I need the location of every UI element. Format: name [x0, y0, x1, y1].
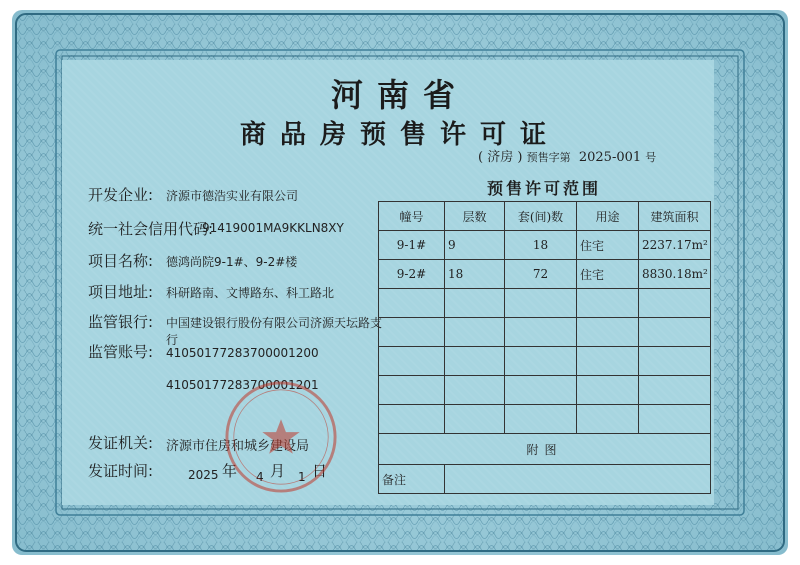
presale-scope-table [378, 201, 711, 494]
permit-word: 预售字第 [526, 151, 571, 164]
remarks-row [379, 465, 711, 494]
cell-area: 8830.18m² [639, 260, 711, 289]
permit-paren-open: ( [478, 150, 484, 165]
issuing-authority-label: 发证机关: [88, 434, 154, 452]
credit-code-label: 统一社会信用代码: [88, 220, 214, 238]
issue-date-year: 2025 [188, 468, 219, 482]
remarks-label: 备注 [379, 465, 445, 494]
permit-number-line [478, 146, 656, 165]
table-row-empty [379, 347, 711, 376]
remarks-value [445, 465, 711, 494]
supervising-bank-label: 监管银行: [88, 313, 154, 331]
issue-date-year-unit: 年 [222, 462, 238, 480]
figure-row [379, 434, 711, 465]
supervising-bank-value-line2: 行 [166, 333, 179, 347]
cell-building: 9-2# [379, 260, 445, 289]
cell-usage: 住宅 [577, 260, 639, 289]
supervised-account-label: 监管账号: [88, 343, 154, 361]
figure-label: 附图 [379, 434, 711, 465]
project-name-label: 项目名称: [88, 252, 154, 270]
table-row-empty [379, 405, 711, 434]
official-seal-stamp [222, 378, 340, 496]
project-name-value: 德鸿尚院9-1#、9-2#楼 [166, 255, 298, 269]
cell-area: 2237.17m² [639, 231, 711, 260]
cell-units: 18 [505, 231, 577, 260]
developer-label: 开发企业: [88, 186, 154, 204]
cell-usage: 住宅 [577, 231, 639, 260]
project-address-label: 项目地址: [88, 283, 154, 301]
issue-date-month-unit: 月 [270, 462, 286, 480]
supervised-account-2: 41050177283700001201 [166, 378, 319, 392]
certificate-title: 商品房预售许可证 [239, 120, 560, 150]
table-row [379, 260, 711, 289]
credit-code-value: 91419001MA9KKLN8XY [202, 221, 344, 235]
issue-date-month: 4 [256, 470, 264, 484]
permit-number: 2025-001 [578, 150, 642, 165]
issue-date-day-unit: 日 [312, 462, 328, 480]
province-title: 河南省 [330, 76, 469, 114]
issue-date-day: 1 [298, 470, 306, 484]
issuing-authority-value: 济源市住房和城乡建设局 [166, 439, 310, 454]
issue-date-label: 发证时间: [88, 462, 154, 480]
header-floors: 层数 [445, 202, 505, 231]
table-row-empty [379, 318, 711, 347]
project-address-value: 科研路南、文博路东、科工路北 [166, 286, 335, 300]
table-row [379, 231, 711, 260]
table-row-empty [379, 289, 711, 318]
supervising-bank-value: 中国建设银行股份有限公司济源天坛路支 [166, 316, 383, 330]
permit-paren-close: ) [517, 150, 523, 165]
header-area: 建筑面积 [639, 202, 711, 231]
header-usage: 用途 [577, 202, 639, 231]
developer-value: 济源市德浩实业有限公司 [166, 189, 299, 203]
cell-floors: 18 [445, 260, 505, 289]
scope-title: 预售许可范围 [486, 179, 601, 198]
table-header-row [379, 202, 711, 231]
header-units: 套(间)数 [505, 202, 577, 231]
permit-city: 济房 [487, 150, 514, 165]
table-row-empty [379, 376, 711, 405]
cell-floors: 9 [445, 231, 505, 260]
header-building: 幢号 [379, 202, 445, 231]
cell-units: 72 [505, 260, 577, 289]
cell-building: 9-1# [379, 231, 445, 260]
permit-suffix: 号 [645, 151, 657, 164]
supervised-account-1: 41050177283700001200 [166, 346, 319, 360]
